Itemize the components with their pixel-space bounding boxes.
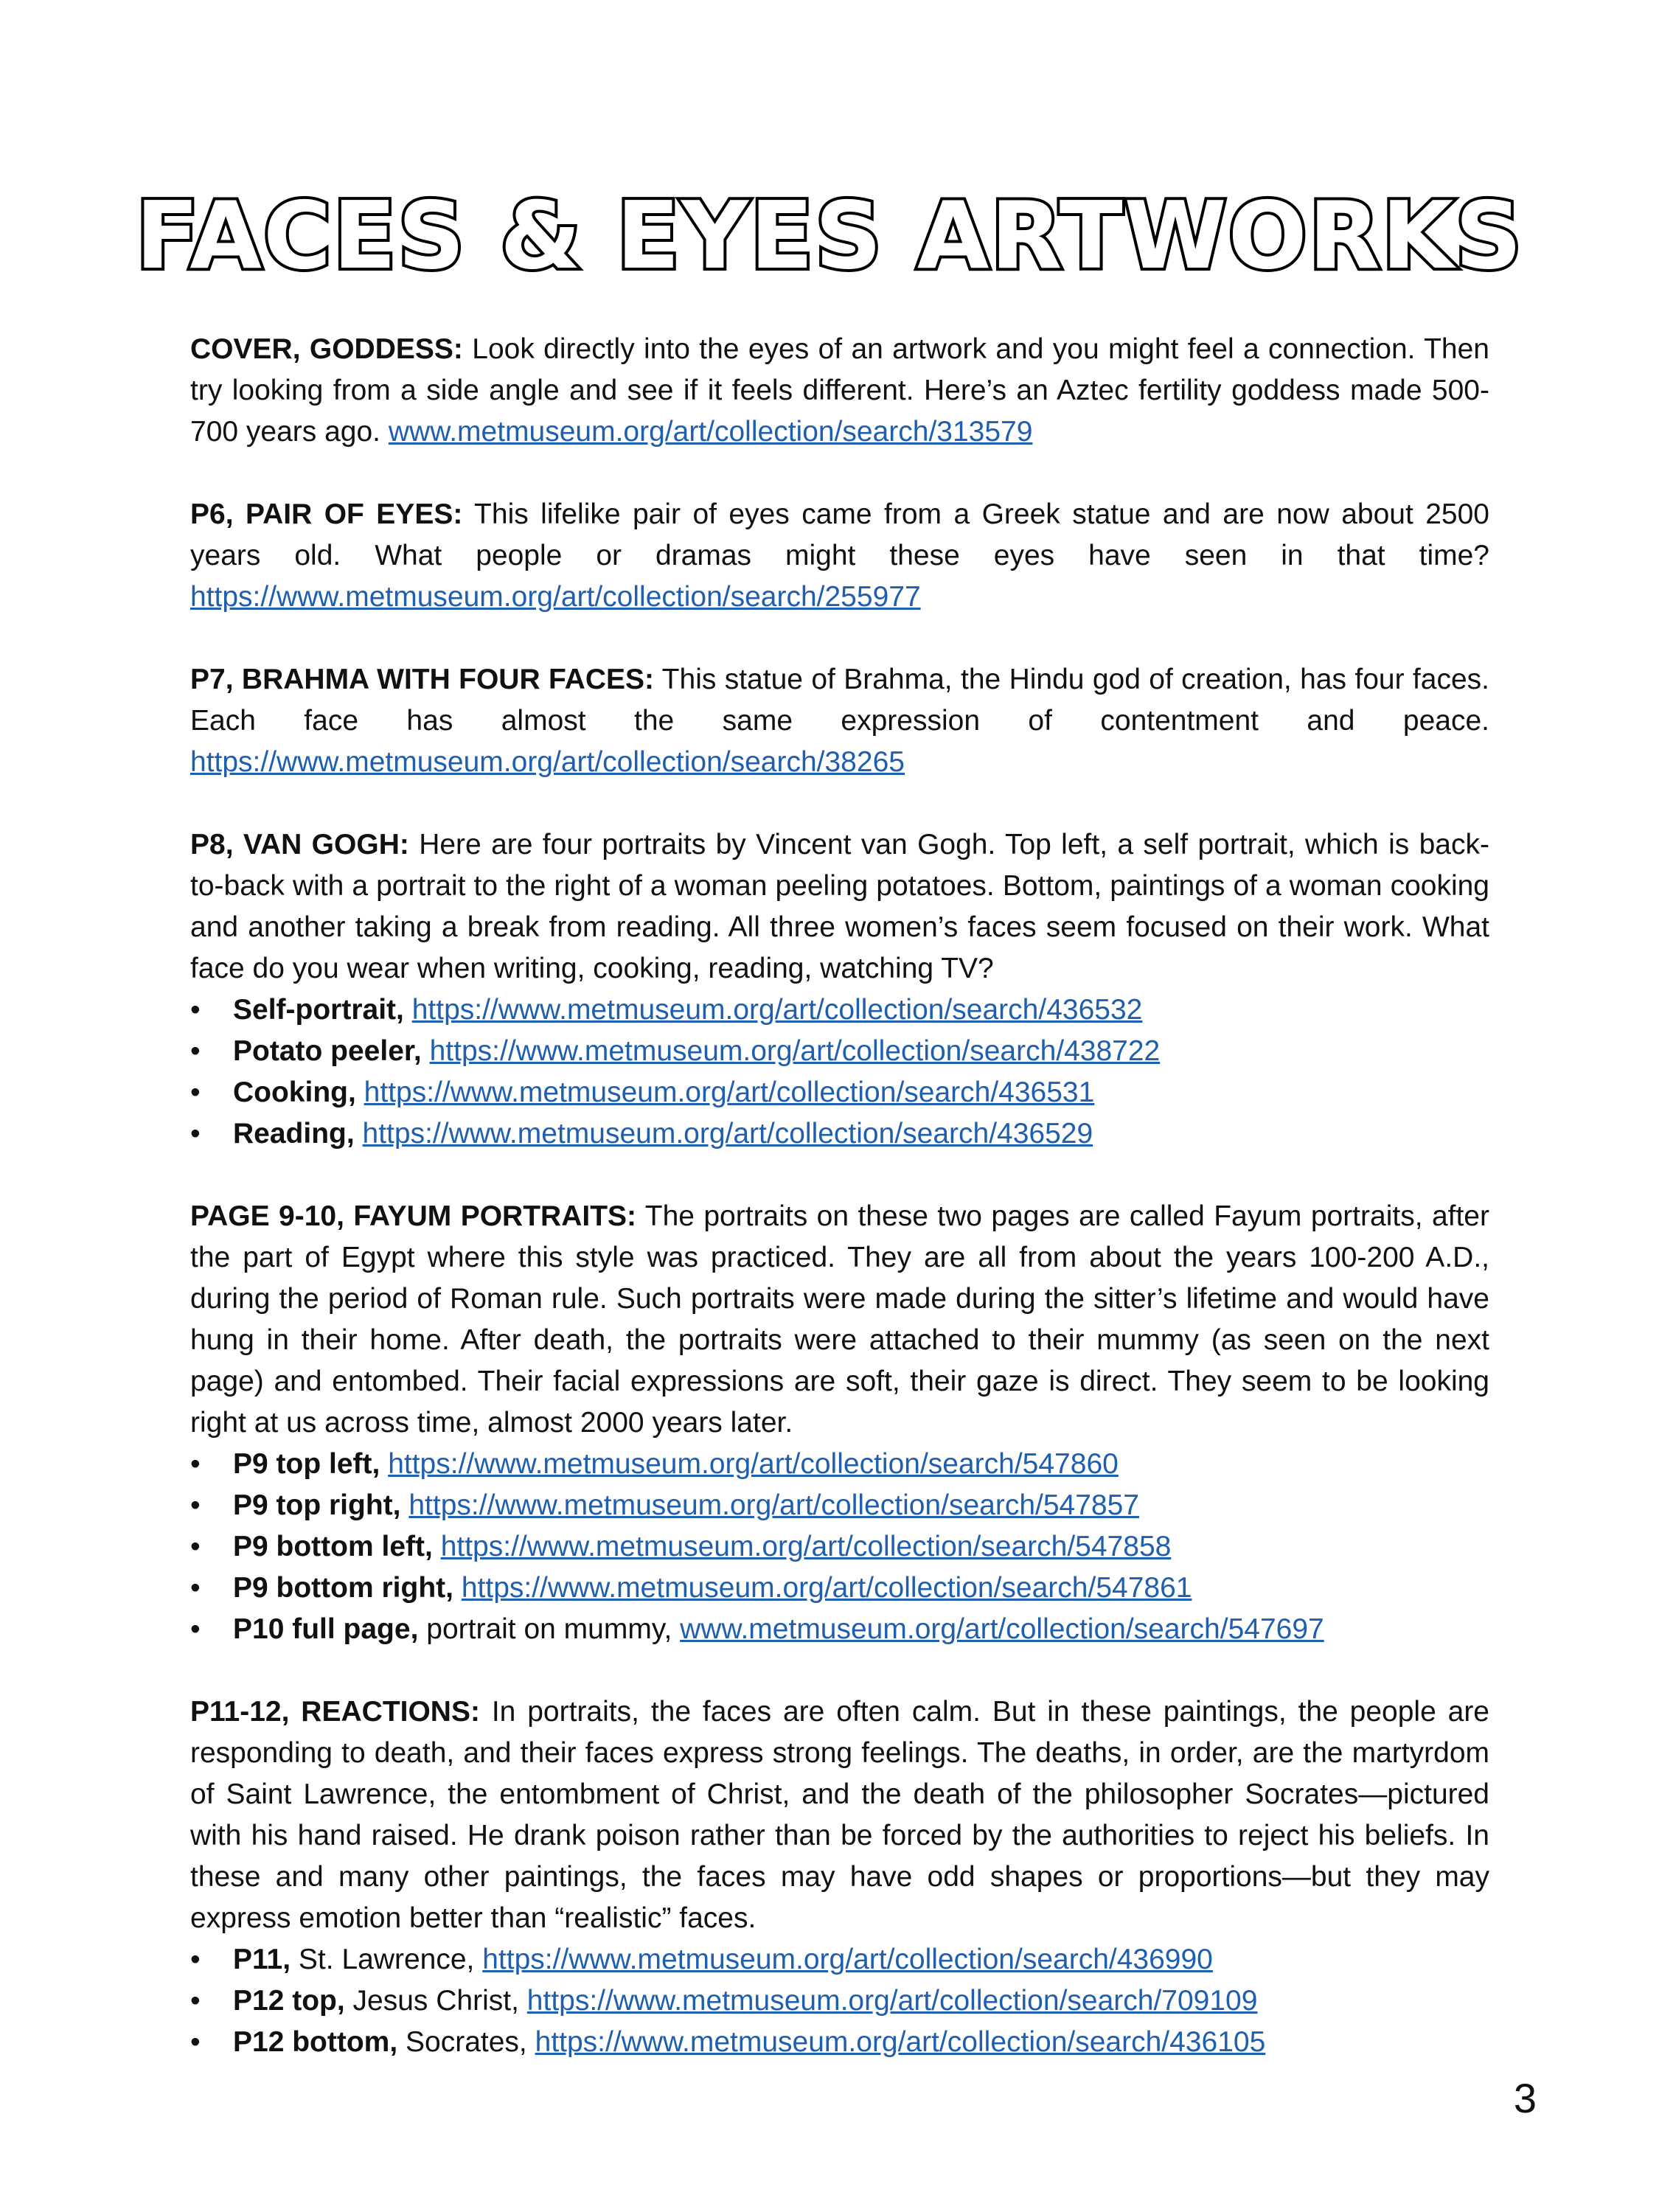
collection-link[interactable]: https://www.metmuseum.org/art/collection/search/436990 [482, 1944, 1213, 1975]
section-pair-of-eyes [190, 494, 1489, 618]
list-item [190, 1568, 1489, 1609]
item-label: P9 top left, [233, 1448, 380, 1480]
list-item [190, 1113, 1489, 1155]
section-text: This lifelike pair of eyes came from a Greek statue and are now about 2500 years old. What people or dramas might these eyes have seen in that time? [190, 498, 1489, 571]
item-label: Potato peeler, [233, 1035, 422, 1067]
document-body [190, 329, 1489, 2104]
collection-link[interactable]: https://www.metmuseum.org/art/collection/search/436532 [411, 994, 1143, 1026]
list-item [190, 1444, 1489, 1485]
section-paragraph [190, 824, 1489, 990]
section-fayum-portraits [190, 1196, 1489, 1650]
collection-link[interactable]: https://www.metmuseum.org/art/collection/search/436105 [535, 2026, 1266, 2058]
section-text: Here are four portraits by Vincent van Gogh. Top left, a self portrait, which is back-to-back with a portrait to the right of a woman peeling potatoes. Bottom, paintings of a woman cooking and another taking a break from reading. All three women’s faces seem focused on their work. What face do you wear when writing, cooking, reading, watching TV? [190, 829, 1489, 984]
collection-link[interactable]: www.metmuseum.org/art/collection/search/547697 [680, 1613, 1324, 1645]
link-list [190, 1939, 1489, 2063]
item-label: P12 bottom, [233, 2026, 398, 2058]
section-text: Look directly into the eyes of an artwork and you might feel a connection. Then try looking from a side angle and see if it feels different. Here’s an Aztec fertility goddess made 500-700 years ago. [190, 333, 1489, 448]
item-label: P12 top, [233, 1985, 345, 2017]
section-cover-goddess [190, 329, 1489, 453]
collection-link[interactable]: https://www.metmuseum.org/art/collection/search/547860 [388, 1448, 1119, 1480]
list-item [190, 1031, 1489, 1072]
collection-link[interactable]: https://www.metmuseum.org/art/collection/search/709109 [526, 1985, 1258, 2017]
collection-link[interactable]: https://www.metmuseum.org/art/collection/search/547858 [440, 1531, 1172, 1562]
section-van-gogh [190, 824, 1489, 1155]
item-text: Socrates, [406, 2026, 527, 2058]
collection-link[interactable]: https://www.metmuseum.org/art/collection/search/255977 [190, 581, 921, 613]
section-paragraph [190, 659, 1489, 783]
section-label: P6, PAIR OF EYES: [190, 498, 463, 530]
item-label: P11, [233, 1944, 291, 1975]
collection-link[interactable]: www.metmuseum.org/art/collection/search/313579 [388, 416, 1033, 448]
section-label: P8, VAN GOGH: [190, 829, 409, 860]
section-text: The portraits on these two pages are called Fayum portraits, after the part of Egypt where this style was practiced. They are all from about the years 100-200 A.D., during the period of Roman rule. Such portraits were made during the sitter’s lifetime and would have hung in their home. After death, the portraits were attached to their mummy (as seen on the next page) and entombed. Their facial expressions are soft, their gaze is direct. They seem to be looking right at us across time, almost 2000 years later. [190, 1200, 1489, 1439]
list-item [190, 1609, 1489, 1650]
item-label: P10 full page, [233, 1613, 419, 1645]
link-list [190, 990, 1489, 1155]
section-label: P7, BRAHMA WITH FOUR FACES: [190, 664, 655, 695]
section-text: This statue of Brahma, the Hindu god of creation, has four faces. Each face has almost the same expression of contentment and peace. [190, 664, 1489, 737]
item-text: Jesus Christ, [352, 1985, 519, 2017]
section-label: PAGE 9-10, FAYUM PORTRAITS: [190, 1200, 637, 1232]
collection-link[interactable]: https://www.metmuseum.org/art/collection/search/436531 [364, 1077, 1095, 1108]
section-paragraph [190, 329, 1489, 453]
item-label: P9 bottom left, [233, 1531, 433, 1562]
section-paragraph [190, 1691, 1489, 1939]
collection-link[interactable]: https://www.metmuseum.org/art/collection/search/436529 [362, 1118, 1093, 1150]
section-text: In portraits, the faces are often calm. But in these paintings, the people are responding to death, and their faces express strong feelings. The deaths, in order, are the martyrdom of Saint Lawrence, the entombment of Christ, and the death of the philosopher Socrates—pictured with his hand raised. He drank poison rather than be forced by the authorities to reject his beliefs. In these and many other paintings, the faces may have odd shapes or proportions—but they may express emotion better than “realistic” faces. [190, 1696, 1489, 1934]
link-list [190, 1444, 1489, 1650]
item-text: portrait on mummy, [426, 1613, 672, 1645]
list-item [190, 1072, 1489, 1113]
collection-link[interactable]: https://www.metmuseum.org/art/collection/search/38265 [190, 746, 905, 778]
section-paragraph [190, 1196, 1489, 1444]
list-item [190, 1485, 1489, 1526]
list-item [190, 1980, 1489, 2022]
section-reactions [190, 1691, 1489, 2063]
list-item [190, 2022, 1489, 2063]
item-label: P9 top right, [233, 1489, 401, 1521]
list-item [190, 1939, 1489, 1980]
page-number: 3 [1513, 2075, 1537, 2121]
collection-link[interactable]: https://www.metmuseum.org/art/collection/search/547857 [408, 1489, 1139, 1521]
section-brahma [190, 659, 1489, 783]
collection-link[interactable]: https://www.metmuseum.org/art/collection/search/547861 [461, 1572, 1192, 1604]
page-title: FACES & EYES ARTWORKS [135, 181, 1524, 290]
item-label: Reading, [233, 1118, 355, 1150]
list-item [190, 1526, 1489, 1568]
section-label: COVER, GODDESS: [190, 333, 463, 365]
item-text: St. Lawrence, [298, 1944, 475, 1975]
section-label: P11-12, REACTIONS: [190, 1696, 480, 1728]
section-paragraph [190, 494, 1489, 618]
item-label: P9 bottom right, [233, 1572, 453, 1604]
item-label: Cooking, [233, 1077, 356, 1108]
item-label: Self-portrait, [233, 994, 404, 1026]
collection-link[interactable]: https://www.metmuseum.org/art/collection/search/438722 [429, 1035, 1161, 1067]
list-item [190, 990, 1489, 1031]
